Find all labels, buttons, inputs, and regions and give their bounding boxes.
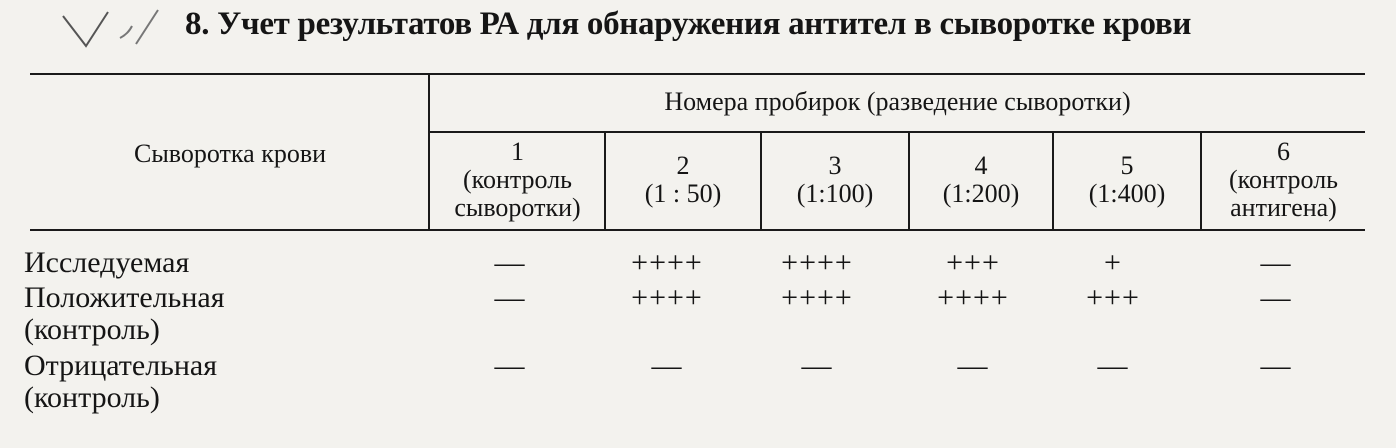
column-number: 4 <box>974 151 988 180</box>
column-dilution: (1:200) <box>942 179 1020 208</box>
table-cell: — <box>494 246 526 279</box>
column-dilution: (1 : 50) <box>644 179 722 208</box>
row-label <box>24 282 225 346</box>
column-header <box>1054 152 1200 208</box>
row-label <box>24 350 217 414</box>
column-number: 6 <box>1277 137 1290 166</box>
table-cell: ++++ <box>781 246 853 279</box>
group-header-rule <box>430 131 1365 133</box>
table-cell: ++++ <box>631 281 703 314</box>
column-dilution-line2: сыворотки) <box>454 193 581 222</box>
handwritten-check-icon <box>58 4 168 54</box>
group-header: Номера пробирок (разведение сыворотки) <box>664 87 1131 116</box>
table-cell: — <box>494 349 526 382</box>
table-cell: — <box>1097 349 1129 382</box>
row-label: Исследуемая <box>24 246 190 279</box>
table-cell: ++++ <box>631 246 703 279</box>
table-cell: ++++ <box>781 281 853 314</box>
row-label-line: (контроль) <box>24 313 160 346</box>
column-number: 2 <box>676 151 690 180</box>
column-number: 3 <box>828 151 842 180</box>
column-header <box>1202 138 1365 222</box>
table-cell: — <box>801 349 833 382</box>
table-cell: +++ <box>1086 281 1140 314</box>
table-cell: — <box>1260 246 1292 279</box>
column-number: 1 <box>511 137 524 166</box>
table-cell: — <box>957 349 989 382</box>
column-header <box>910 152 1052 208</box>
table-cell: — <box>651 349 683 382</box>
column-dilution: (контроль <box>462 165 573 194</box>
column-header <box>606 152 760 208</box>
column-number: 5 <box>1120 151 1134 180</box>
column-header <box>430 138 605 222</box>
row-label-line: (контроль) <box>24 381 160 414</box>
row-label-line: Отрицательная <box>24 349 218 382</box>
table-cell: + <box>1104 246 1122 279</box>
column-header <box>762 152 908 208</box>
row-header: Сыворотка крови <box>133 139 327 168</box>
table-cell: ++++ <box>937 281 1009 314</box>
header-bottom-rule <box>30 229 1365 231</box>
column-dilution: (1:400) <box>1088 179 1166 208</box>
table-cell: — <box>1260 281 1292 314</box>
row-label-line: Положительная <box>24 281 225 314</box>
table-top-rule <box>30 73 1365 75</box>
column-dilution: (контроль <box>1228 165 1339 194</box>
table-cell: — <box>1260 349 1292 382</box>
column-dilution-line2: антигена) <box>1230 193 1337 222</box>
page-title: 8. Учет результатов РА для обнаружения антител в сыворотке крови <box>185 6 1192 42</box>
table-cell: +++ <box>946 246 1000 279</box>
column-dilution: (1:100) <box>796 179 874 208</box>
table-cell: — <box>494 281 526 314</box>
